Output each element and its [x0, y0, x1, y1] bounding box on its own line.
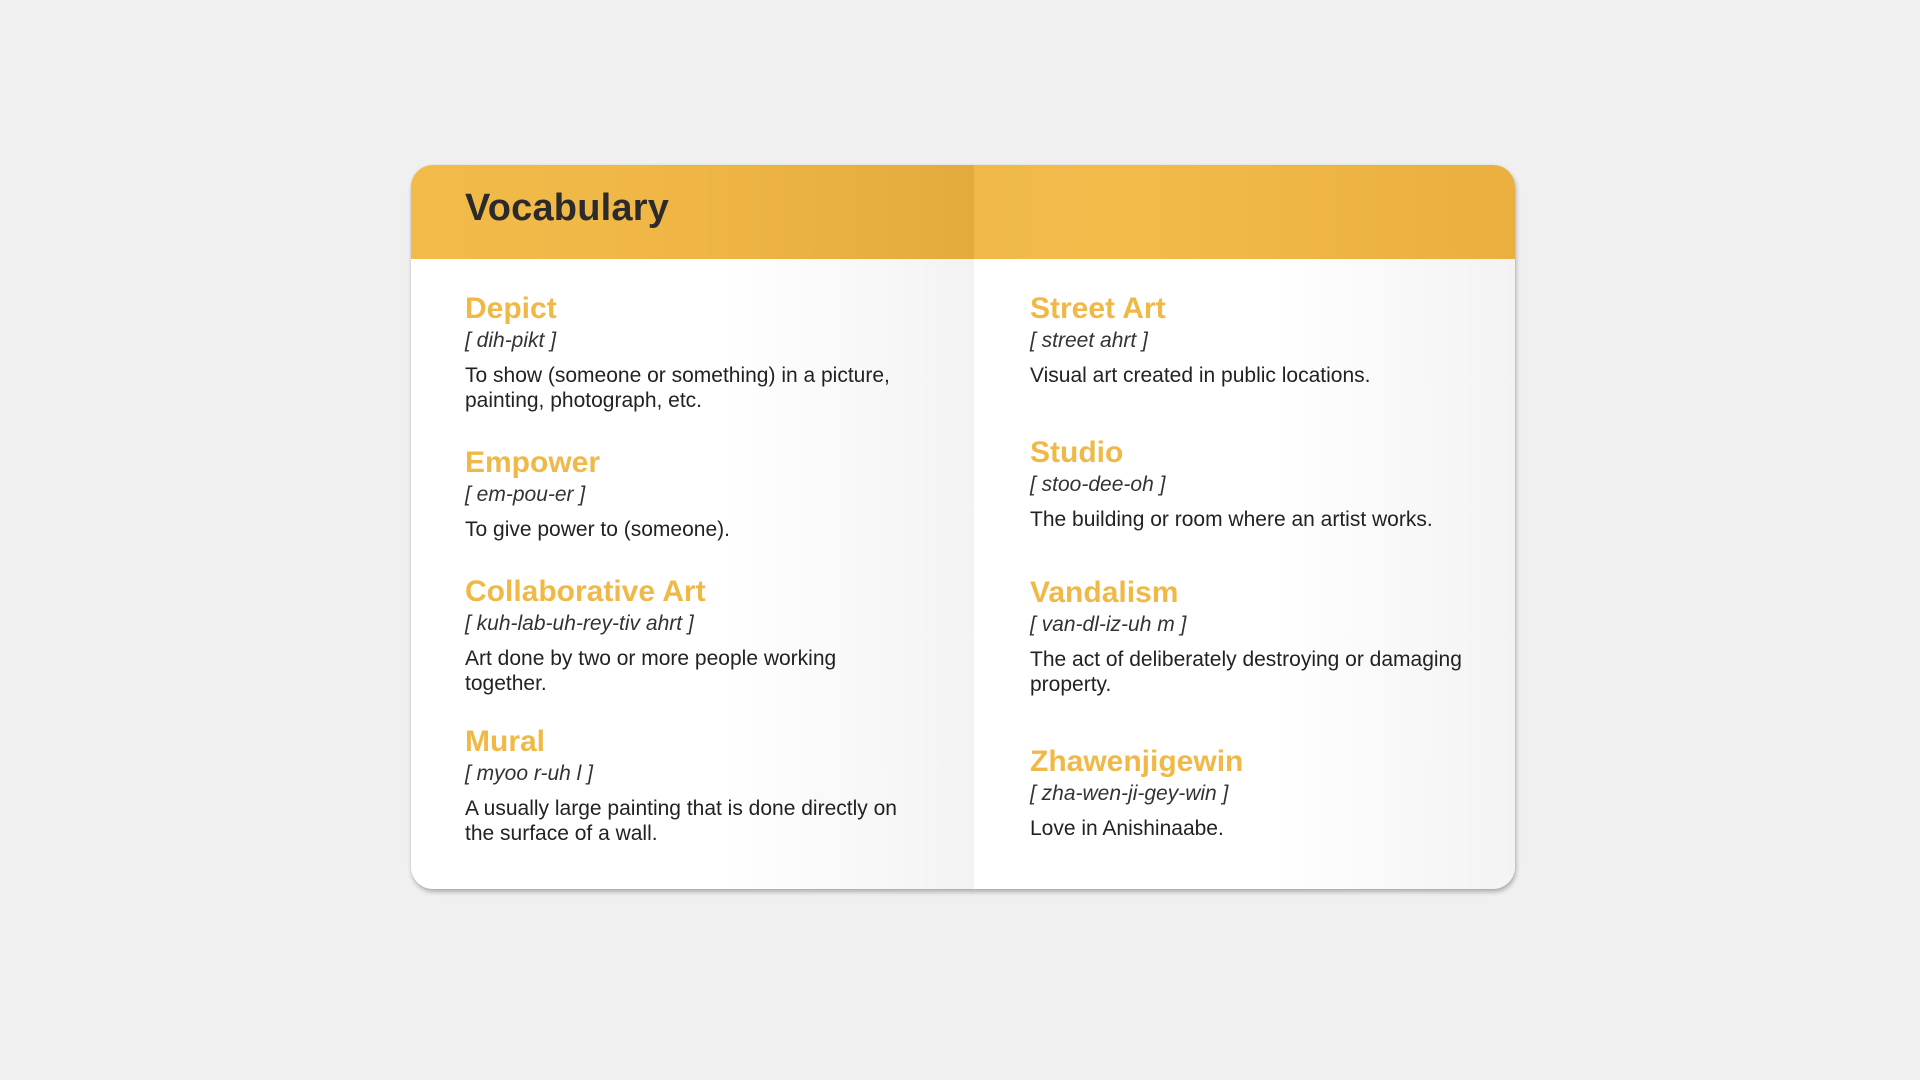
left-page	[411, 165, 974, 889]
vocab-definition: A usually large painting that is done directly on the surface of a wall.	[465, 797, 897, 845]
left-header-band	[411, 165, 974, 259]
vocab-term: Empower	[465, 446, 601, 479]
vocab-entry-street-art	[1030, 291, 1470, 388]
right-header-band	[974, 165, 1515, 259]
vocab-term: Collaborative Art	[465, 575, 706, 608]
vocab-entry-zhawenjigewin	[1030, 744, 1470, 841]
vocab-entry-studio	[1030, 435, 1470, 532]
vocab-term: Mural	[465, 725, 546, 758]
vocab-entry-mural	[465, 724, 905, 846]
vocab-definition: Love in Anishinaabe.	[1030, 817, 1224, 840]
page-title: Vocabulary	[465, 187, 670, 229]
vocab-pronunciation: [ zha-wen-ji-gey-win ]	[1030, 782, 1229, 805]
vocab-entry-vandalism	[1030, 575, 1470, 697]
vocab-definition: The building or room where an artist works.	[1030, 508, 1433, 531]
vocab-term: Zhawenjigewin	[1030, 745, 1244, 778]
vocab-entry-collaborative-art	[465, 574, 905, 696]
vocab-pronunciation: [ dih-pikt ]	[465, 329, 557, 352]
left-entries	[411, 259, 974, 889]
vocab-pronunciation: [ em-pou-er ]	[465, 483, 586, 506]
vocab-entry-empower	[465, 445, 905, 542]
vocab-definition: To show (someone or something) in a picture, painting, photograph, etc.	[465, 364, 890, 412]
vocab-term: Street Art	[1030, 292, 1166, 325]
vocab-term: Depict	[465, 292, 557, 325]
vocab-definition: The act of deliberately destroying or damaging property.	[1030, 648, 1462, 696]
vocabulary-card	[411, 165, 1515, 889]
right-page	[974, 165, 1515, 889]
vocab-definition: To give power to (someone).	[465, 518, 730, 541]
vocab-definition: Art done by two or more people working together.	[465, 647, 837, 695]
right-entries	[974, 259, 1515, 889]
vocab-pronunciation: [ myoo r-uh l ]	[465, 762, 593, 785]
vocab-pronunciation: [ street ahrt ]	[1030, 329, 1148, 352]
vocab-definition: Visual art created in public locations.	[1030, 364, 1371, 387]
vocab-term: Studio	[1030, 436, 1124, 469]
vocab-entry-depict	[465, 291, 905, 413]
vocab-pronunciation: [ kuh-lab-uh-rey-tiv ahrt ]	[465, 612, 694, 635]
vocab-pronunciation: [ van-dl-iz-uh m ]	[1030, 613, 1187, 636]
vocab-pronunciation: [ stoo-dee-oh ]	[1030, 473, 1166, 496]
vocab-term: Vandalism	[1030, 576, 1179, 609]
